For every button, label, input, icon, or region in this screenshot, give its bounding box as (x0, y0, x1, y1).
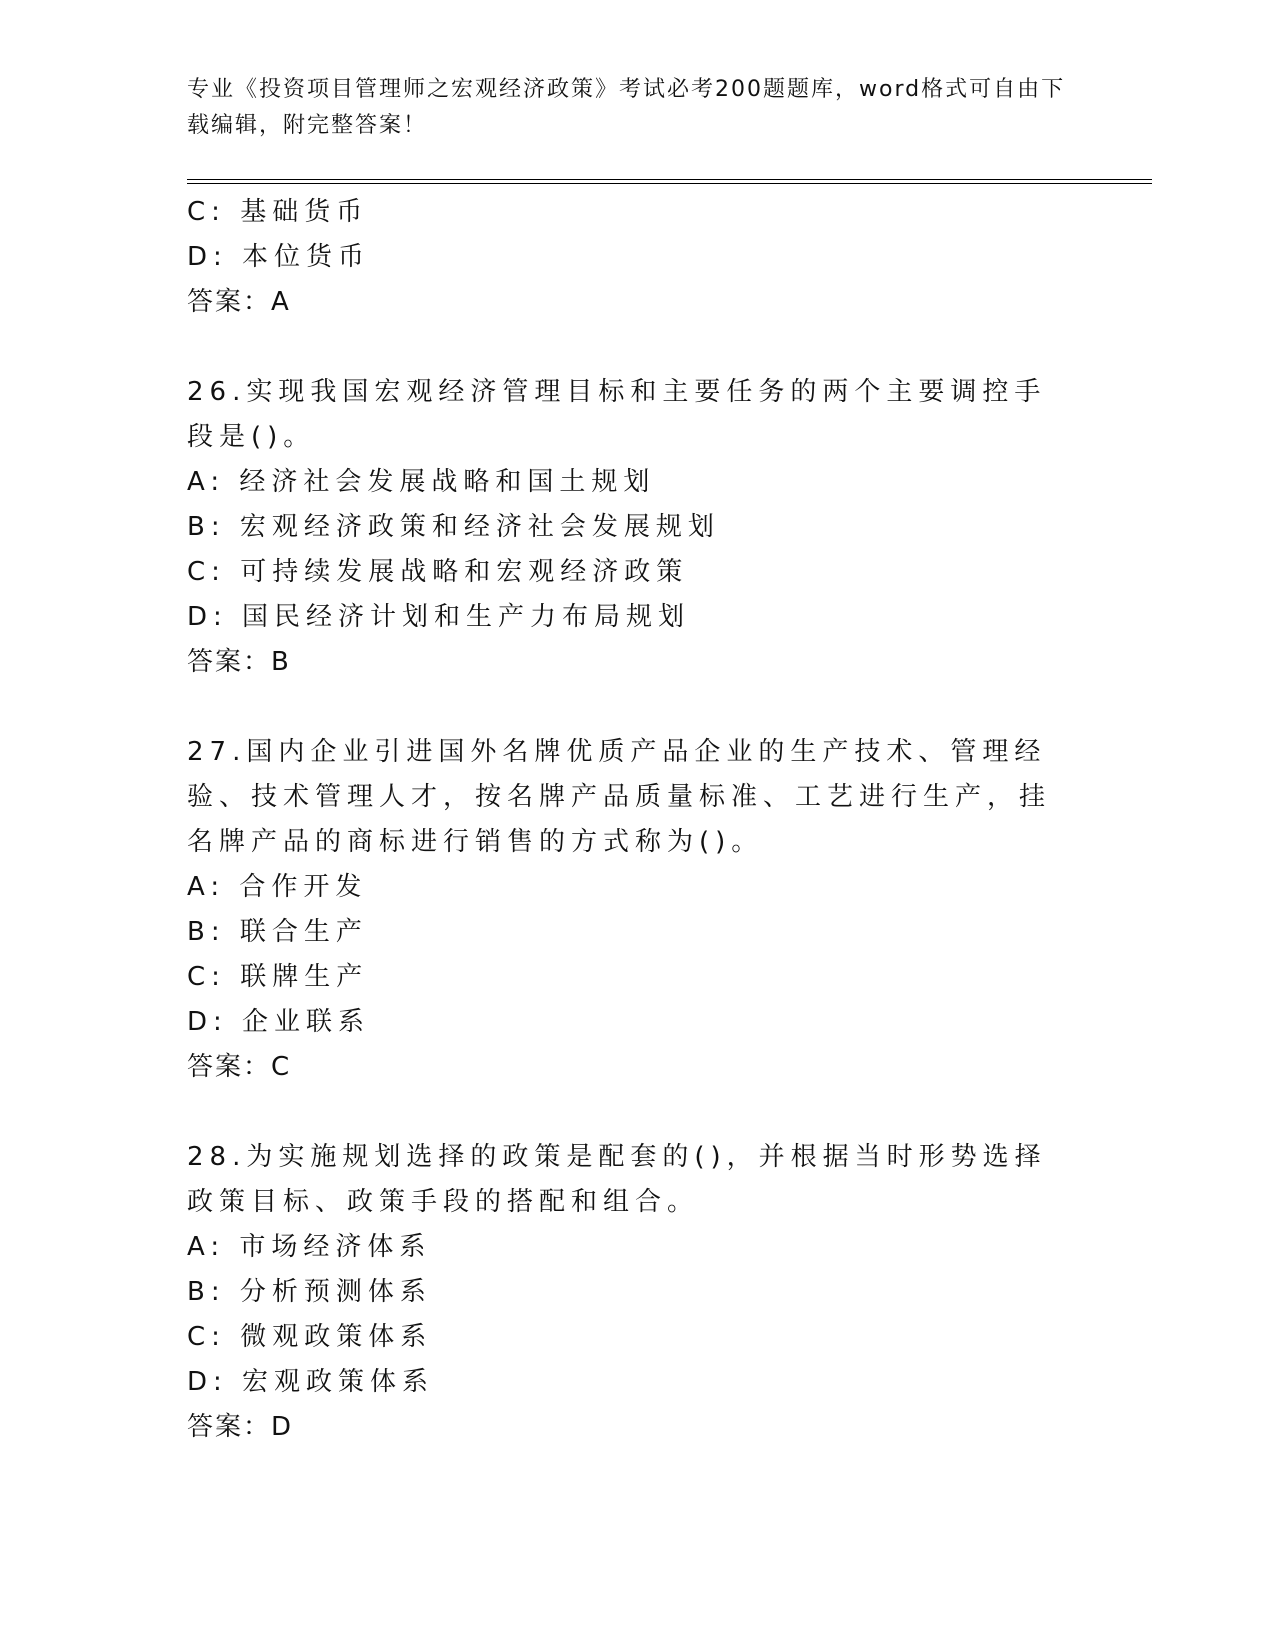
option-b: B: 宏观经济政策和经济社会发展规划 (187, 512, 720, 542)
question-stem: 26.实现我国宏观经济管理目标和主要任务的两个主要调控手段是()。 (187, 377, 1047, 452)
header-rule-bottom (187, 183, 1152, 184)
option-d: D: 宏观政策体系 (187, 1367, 435, 1397)
option-b: B: 联合生产 (187, 917, 368, 947)
option-a: A: 经济社会发展战略和国土规划 (187, 467, 656, 497)
question-27 (187, 730, 1077, 1090)
question-stem: 28.为实施规划选择的政策是配套的()，并根据当时形势选择政策目标、政策手段的搭配和组合。 (187, 1142, 1047, 1217)
option-c: C: 基础货币 (187, 197, 369, 227)
option-a: A: 市场经济体系 (187, 1232, 432, 1262)
option-c: C: 联牌生产 (187, 962, 369, 992)
option-d: D: 本位货币 (187, 242, 371, 272)
answer-line: 答案：A (187, 287, 291, 317)
option-c: C: 微观政策体系 (187, 1322, 433, 1352)
previous-question-tail (187, 190, 1077, 325)
question-stem: 27.国内企业引进国外名牌优质产品企业的生产技术、管理经验、技术管理人才，按名牌产品质量标准、工艺进行生产，挂名牌产品的商标进行销售的方式称为()。 (187, 737, 1052, 857)
question-28 (187, 1135, 1077, 1450)
question-list (187, 190, 1077, 1450)
answer-line: 答案：B (187, 647, 291, 677)
option-d: D: 企业联系 (187, 1007, 371, 1037)
answer-line: 答案：C (187, 1052, 292, 1082)
header-rule-top (187, 179, 1152, 180)
question-26 (187, 370, 1077, 685)
option-a: A: 合作开发 (187, 872, 368, 902)
answer-line: 答案：D (187, 1412, 294, 1442)
page-header: 专业《投资项目管理师之宏观经济政策》考试必考200题题库，word格式可自由下载编辑，附完整答案！ (187, 77, 1066, 138)
option-d: D: 国民经济计划和生产力布局规划 (187, 602, 691, 632)
option-c: C: 可持续发展战略和宏观经济政策 (187, 557, 689, 587)
option-b: B: 分析预测体系 (187, 1277, 432, 1307)
